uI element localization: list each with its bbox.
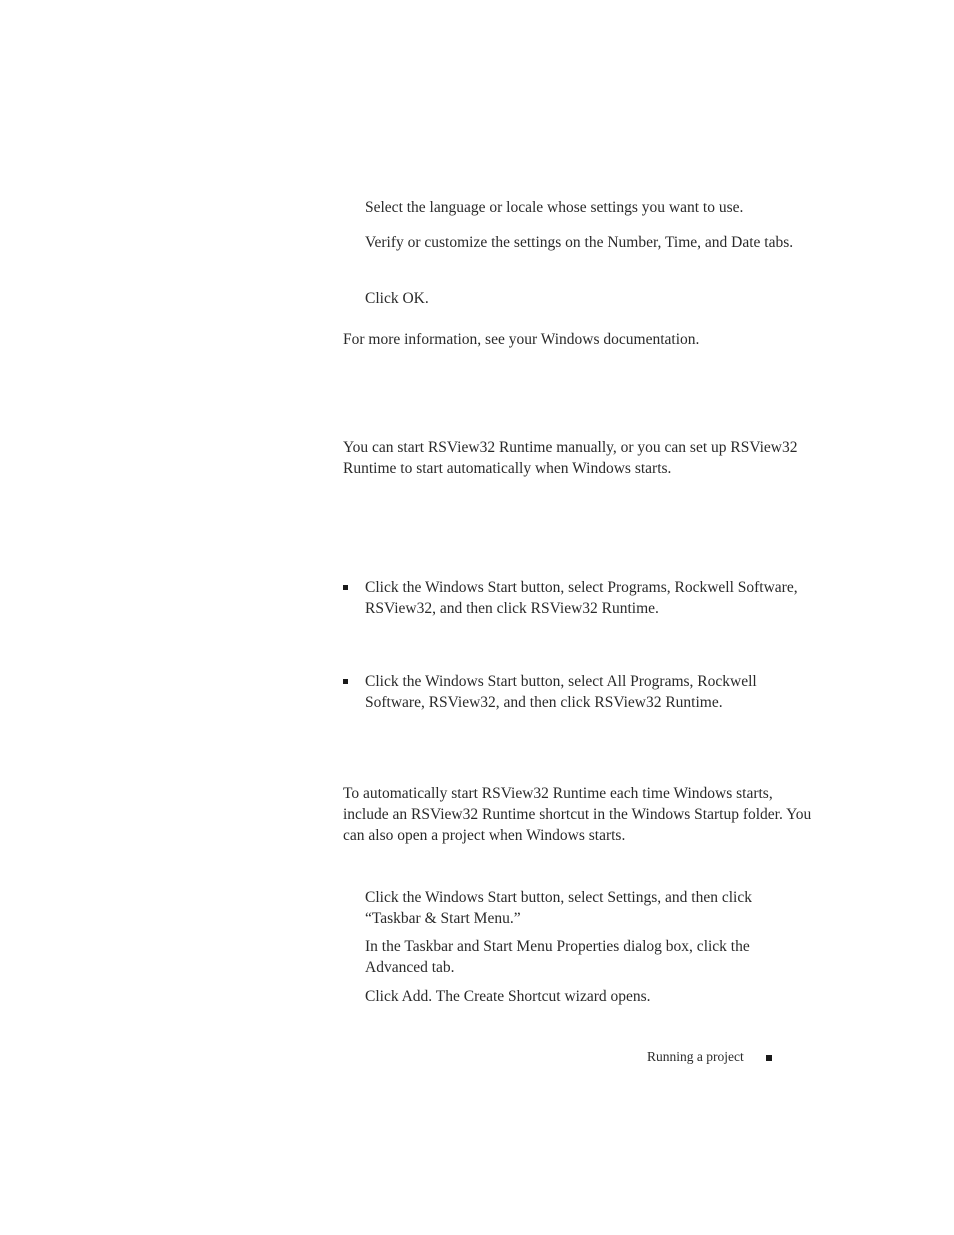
locale-step-3: Click OK. [365, 290, 429, 307]
intro-paragraph: You can start RSView32 Runtime manually, or you can set up RSView32 Runtime to start automatically when Windows starts. [343, 439, 798, 477]
shortcut-step-1: Click the Windows Start button, select Settings, and then click “Taskbar & Start Menu.” [365, 889, 752, 927]
auto-start-paragraph: To automatically start RSView32 Runtime each time Windows starts, include an RSView32 Runtime shortcut in the Windows Startup folder. You can also open a project when Windows starts. [343, 785, 812, 844]
bullet-text: Click the Windows Start button, select Programs, Rockwell Software, RSView32, and then click RSView32 Runtime. [365, 579, 798, 617]
bullet-text: Click the Windows Start button, select All Programs, Rockwell Software, RSView32, and then click RSView32 Runtime. [365, 673, 757, 711]
square-bullet-icon [343, 679, 348, 684]
more-info-paragraph: For more information, see your Windows documentation. [343, 331, 700, 348]
shortcut-step-3: Click Add. The Create Shortcut wizard opens. [365, 988, 651, 1005]
footer-square-icon [766, 1055, 772, 1061]
footer-section-title: Running a project [647, 1049, 744, 1064]
locale-step-1: Select the language or locale whose settings you want to use. [365, 199, 744, 216]
square-bullet-icon [343, 585, 348, 590]
locale-step-2: Verify or customize the settings on the Number, Time, and Date tabs. [365, 234, 794, 251]
shortcut-step-2: In the Taskbar and Start Menu Properties dialog box, click the Advanced tab. [365, 938, 750, 976]
